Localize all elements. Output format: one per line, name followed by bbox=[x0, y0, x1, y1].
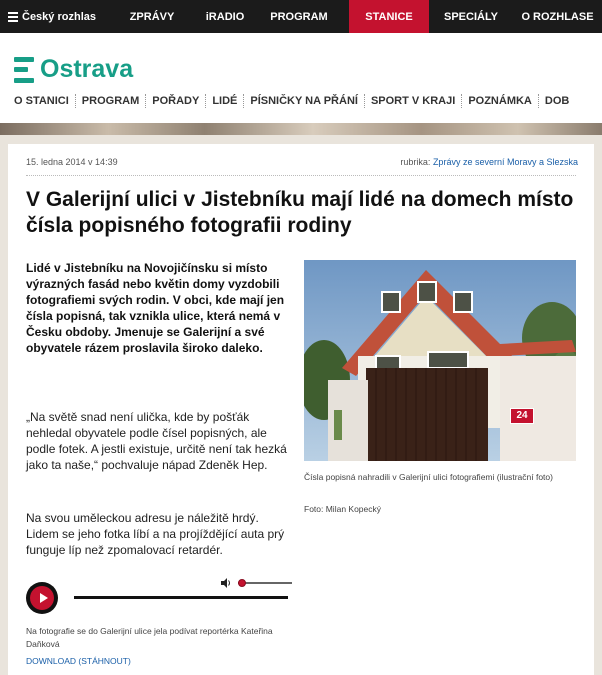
house-number: 24 bbox=[516, 410, 528, 421]
subnav-item-dob[interactable]: DOB bbox=[544, 95, 570, 107]
volume-control[interactable] bbox=[220, 576, 292, 590]
subnav-item-lide[interactable]: LIDÉ bbox=[206, 94, 244, 108]
article-date: 15. ledna 2014 v 14:39 bbox=[26, 157, 118, 167]
subnav-item-program[interactable]: PROGRAM bbox=[76, 94, 146, 108]
download-link[interactable]: DOWNLOAD (STÁHNOUT) bbox=[26, 656, 131, 666]
house-photo-illustration bbox=[304, 260, 576, 461]
subnav-item-porady[interactable]: POŘADY bbox=[146, 94, 206, 108]
house-number-plate bbox=[510, 408, 534, 424]
cesky-rozhlas-logo[interactable] bbox=[0, 0, 103, 33]
article-photo[interactable] bbox=[304, 260, 576, 461]
station-logo[interactable] bbox=[14, 55, 133, 84]
station-name: Ostrava bbox=[40, 55, 134, 83]
rubric-link[interactable]: Zprávy ze severní Moravy a Slezska bbox=[432, 157, 578, 167]
article-paragraph: Na svou uměleckou adresu je náležitě hrdý. Lidem se jeho fotka líbí a na projíždějící auta prý funguje líp než zpomalovací retardér. bbox=[26, 511, 285, 557]
top-navigation-bar bbox=[0, 0, 602, 33]
rozhlas-logo-icon bbox=[8, 12, 18, 22]
audio-caption: Na fotografie se do Galerijní ulice jela podívat reportérka Kateřina Daňková bbox=[26, 626, 273, 649]
play-icon bbox=[30, 586, 54, 610]
volume-knob[interactable] bbox=[238, 579, 246, 587]
meta-divider bbox=[26, 175, 576, 176]
station-subnav bbox=[0, 91, 575, 111]
nav-item-o-rozhlase[interactable]: O ROZHLASE bbox=[521, 10, 594, 23]
audio-progress-bar[interactable] bbox=[74, 596, 288, 599]
article-card bbox=[8, 144, 594, 675]
ostrava-logo-icon bbox=[14, 57, 34, 83]
play-button[interactable] bbox=[26, 582, 58, 614]
nav-item-iradio[interactable]: iRADIO bbox=[205, 10, 245, 23]
nav-item-program[interactable]: PROGRAM bbox=[270, 10, 328, 23]
article-paragraph: „Na světě snad není ulička, kde by pošťák nehledal obyvatele podle čísel popisných, ale podle fotek. A jestli existuje, určitě není tak hezká jako ta naše,“ pochvaluje nápad Zdeněk Hep. bbox=[26, 410, 287, 472]
brand-label: Český rozhlas bbox=[22, 10, 96, 23]
article-rubric bbox=[400, 157, 578, 167]
nav-item-zpravy[interactable]: ZPRÁVY bbox=[129, 10, 175, 23]
nav-item-specialy[interactable]: SPECIÁLY bbox=[443, 10, 498, 23]
rubric-label: rubrika: bbox=[400, 157, 433, 167]
photo-credit: Foto: Milan Kopecký bbox=[304, 504, 382, 514]
subnav-item-pisnicky-na-prani[interactable]: PÍSNIČKY NA PŘÁNÍ bbox=[244, 94, 365, 108]
article-title: V Galerijní ulici v Jistebníku mají lidé na domech místo čísla popisného fotografii rodiny bbox=[26, 188, 574, 237]
subnav-item-sport-v-kraji[interactable]: SPORT V KRAJI bbox=[365, 94, 462, 108]
subnav-item-poznamka[interactable]: POZNÁMKA bbox=[462, 94, 539, 108]
header-photo-band bbox=[0, 123, 602, 135]
article-perex: Lidé v Jistebníku na Novojičínsku si místo výrazných fasád nebo květin domy vyzdobili fotografiemi svých rodin. V obci, kde mají jen čísla popisná, tak vznikla ulice, která nemá v Česku obdoby. Jmenuje se Galerijní a své obyvatele rázem proslavila široko daleko. bbox=[26, 261, 285, 355]
subnav-item-o-stanici[interactable]: O STANICI bbox=[0, 94, 76, 108]
nav-item-stanice[interactable]: STANICE bbox=[349, 0, 429, 33]
speaker-icon[interactable] bbox=[220, 577, 232, 589]
photo-caption: Čísla popisná nahradili v Galerijní ulici fotografiemi (ilustrační foto) bbox=[304, 472, 553, 482]
station-header bbox=[0, 33, 602, 123]
volume-track[interactable] bbox=[238, 582, 292, 584]
